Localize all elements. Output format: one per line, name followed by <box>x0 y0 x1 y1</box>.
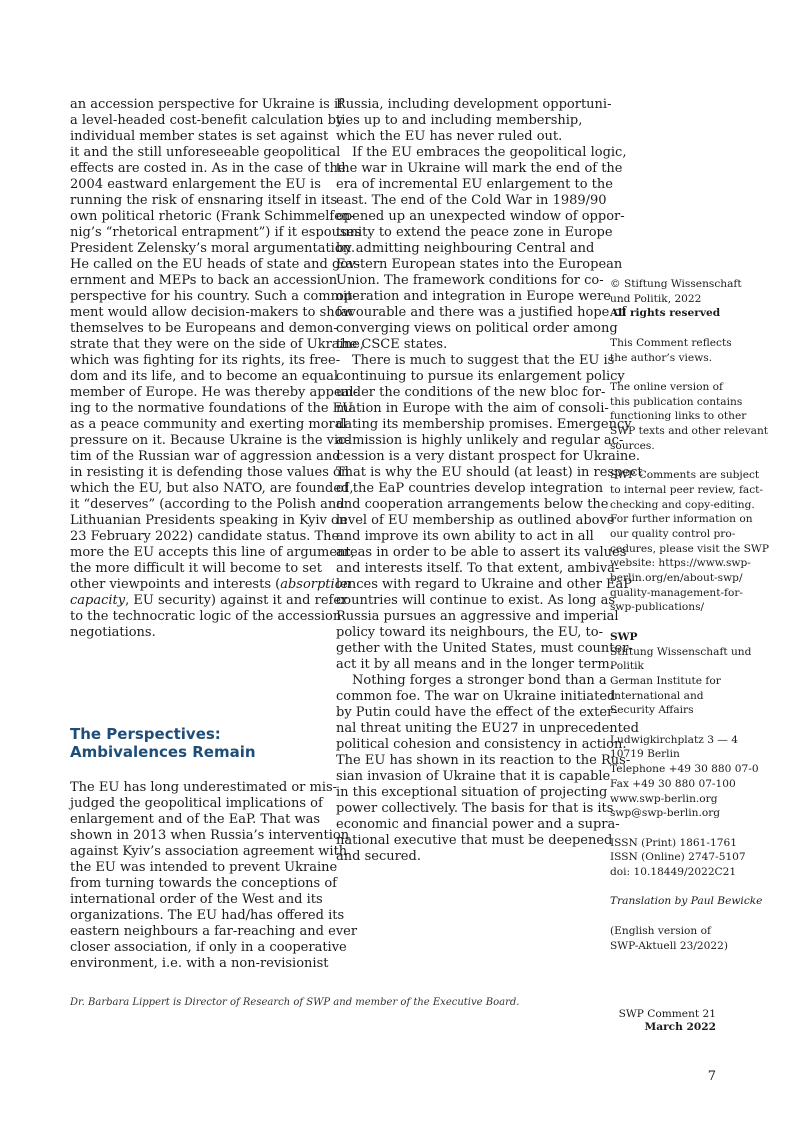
author-footnote: Dr. Barbara Lippert is Director of Research of SWP and member of the Executive Board. <box>70 997 520 1008</box>
text-line: by Putin could have the effect of the exter- <box>336 705 618 720</box>
text-line: by admitting neighbouring Central and <box>336 241 595 256</box>
review-line: our quality control pro- <box>610 527 736 540</box>
text-line: and secured. <box>336 849 421 864</box>
text-line: in resisting it is defending those values on <box>70 465 350 480</box>
text-line: shown in 2013 when Russia’s intervention <box>70 828 350 843</box>
text-line: and cooperation arrangements below the <box>336 497 609 512</box>
text-line: it and the still unforeseeable geopolitical <box>70 145 341 160</box>
views-line: This Comment reflects <box>610 336 732 349</box>
comment-date: March 2022 <box>644 1021 716 1033</box>
text-line: tunity to extend the peace zone in Europe <box>336 225 613 240</box>
online-version-note <box>610 380 770 454</box>
english-line: (English version of <box>610 924 711 937</box>
org-line: Security Affairs <box>610 704 694 717</box>
text-line: it “deserves” (according to the Polish and <box>70 497 345 512</box>
text-line: against Kyiv’s association agreement with <box>70 844 348 859</box>
body-column-left-section <box>70 780 358 972</box>
text-line: gether with the United States, must counter- <box>336 641 633 656</box>
text-line: ties up to and including membership, <box>336 113 583 128</box>
org-line: Politik <box>610 660 644 673</box>
website-link[interactable]: www.swp-berlin.org <box>610 792 718 805</box>
text-line: Union. The framework conditions for co- <box>336 273 604 288</box>
address-line: Ludwigkirchplatz 3 — 4 <box>610 733 739 746</box>
text-line: own political rhetoric (Frank Schimmelfen- <box>70 209 355 224</box>
text-line: environment, i.e. with a non-revisionist <box>70 956 329 971</box>
text-line: He called on the EU heads of state and gov- <box>70 257 360 272</box>
issn-line: ISSN (Print) 1861-1761 <box>610 836 737 849</box>
text-line: sian invasion of Ukraine that it is capable <box>336 769 611 784</box>
text-line: dating its membership promises. Emergency <box>336 417 632 432</box>
text-line: policy toward its neighbours, the EU, to- <box>336 625 603 640</box>
text-line: The EU has shown in its reaction to the Rus- <box>336 753 631 768</box>
text-line: era of incremental EU enlargement to the <box>336 177 613 192</box>
heading-line: The Perspectives: <box>70 725 221 743</box>
org-line: Stiftung Wissenschaft und <box>610 645 752 658</box>
copyright-block <box>610 277 770 306</box>
text-line: lences with regard to Ukraine and other EaP <box>336 577 633 592</box>
issn-line: ISSN (Online) 2747-5107 <box>610 851 746 864</box>
text-line: ment would allow decision-makers to show <box>70 305 354 320</box>
text-line: the CSCE states. <box>336 337 448 352</box>
text-line <box>70 593 348 609</box>
text-line: negotiations. <box>70 625 156 640</box>
text-line: continuing to pursue its enlargement policy <box>336 369 625 384</box>
text-line: opened up an unexpected window of oppor- <box>336 209 625 224</box>
copyright-line: © Stiftung Wissenschaft <box>610 278 742 290</box>
review-line: website: https://www.swp- <box>610 557 751 570</box>
text-line: as a peace community and exerting moral <box>70 417 347 432</box>
review-line: swp-publications/ <box>610 601 705 614</box>
text-line: which was fighting for its rights, its free- <box>70 353 341 368</box>
text-line: from turning towards the conceptions of <box>70 876 337 891</box>
italic-term: absorption <box>280 577 351 592</box>
text-line: tim of the Russian war of aggression and <box>70 449 341 464</box>
org-line: German Institute for <box>610 674 721 687</box>
doi-line: doi: 10.18449/2022C21 <box>610 866 737 879</box>
text-line: of the EaP countries develop integration <box>336 481 604 496</box>
text-line: The EU has long underestimated or mis- <box>70 780 338 795</box>
email-link[interactable]: swp@swp-berlin.org <box>610 807 721 820</box>
address-line: Telephone +49 30 880 07-0 <box>610 763 759 776</box>
online-line: functioning links to other <box>610 410 747 423</box>
text-line: Nothing forges a stronger bond than a <box>352 673 607 688</box>
english-version-note <box>610 924 770 953</box>
text-line: Russia, including development opportuni- <box>336 97 612 112</box>
review-line: berlin.org/en/about-swp/ <box>610 572 743 585</box>
comment-series: SWP Comment 21 <box>618 1008 716 1020</box>
issn-block <box>610 836 770 880</box>
text-line: to the technocratic logic of the accession <box>70 609 342 624</box>
text-line: effects are costed in. As in the case of the <box>70 161 346 176</box>
text-line: nal threat uniting the EU27 in unprecedented <box>336 721 639 736</box>
text-line: more the EU accepts this line of argument, <box>70 545 355 560</box>
text-line: strate that they were on the side of Ukraine, <box>70 337 364 352</box>
text-line: pressure on it. Because Ukraine is the vic- <box>70 433 350 448</box>
section-heading <box>70 725 325 761</box>
text-line: Lithuanian Presidents speaking in Kyiv on <box>70 513 348 528</box>
text-line: power collectively. The basis for that is its <box>336 801 614 816</box>
text-line: nig’s “rhetorical entrapment”) if it espouses <box>70 225 362 240</box>
text-line: closer association, if only in a cooperative <box>70 940 347 955</box>
review-line: For further information on <box>610 513 753 526</box>
text-line: which the EU, but also NATO, are founded, <box>70 481 354 496</box>
review-line: checking and copy-editing. <box>610 498 755 511</box>
address-line: Fax +49 30 880 07-100 <box>610 777 736 790</box>
text-line <box>70 577 351 593</box>
text-line: ing to the normative foundations of the EU <box>70 401 354 416</box>
text-line: organizations. The EU had/has offered its <box>70 908 345 923</box>
text-line: common foe. The war on Ukraine initiated <box>336 689 616 704</box>
org-title: SWP <box>610 630 638 643</box>
text-line: That is why the EU should (at least) in respect <box>336 465 643 480</box>
rights-reserved: All rights reserved <box>610 307 721 320</box>
text-line: perspective for his country. Such a commit- <box>70 289 357 304</box>
text-line: Eastern European states into the European <box>336 257 623 272</box>
translation-credit: Translation by Paul Bewicke <box>610 895 763 908</box>
text-line: 23 February 2022) candidate status. The <box>70 529 340 544</box>
text-line: enlargement and of the EaP. That was <box>70 812 321 827</box>
text-line: an accession perspective for Ukraine is if <box>70 97 343 112</box>
text-line: ernment and MEPs to back an accession <box>70 273 338 288</box>
review-line: SWP Comments are subject <box>610 469 760 482</box>
text-line: dom and its life, and to become an equal <box>70 369 339 384</box>
text-line: level of EU membership as outlined above <box>336 513 615 528</box>
text-line: eastern neighbours a far-reaching and ever <box>70 924 358 939</box>
text-line: admission is highly unlikely and regular ac- <box>336 433 624 448</box>
text-line: and improve its own ability to act in all <box>336 529 594 544</box>
text-line: economic and financial power and a supra- <box>336 817 620 832</box>
copyright-line: und Politik, 2022 <box>610 292 702 305</box>
body-column-left <box>70 97 364 641</box>
text-line: under the conditions of the new bloc for- <box>336 385 606 400</box>
text-line: mation in Europe with the aim of consoli- <box>336 401 609 416</box>
text-line: international order of the West and its <box>70 892 323 907</box>
heading-line: Ambivalences Remain <box>70 743 256 761</box>
org-block <box>610 630 770 718</box>
views-note <box>610 336 770 365</box>
text-line: favourable and there was a justified hope of <box>336 305 627 320</box>
text-line: If the EU embraces the geopolitical logic, <box>352 145 627 160</box>
online-line: this publication contains <box>610 395 743 408</box>
text-line: member of Europe. He was thereby appeal- <box>70 385 358 400</box>
page-number: 7 <box>707 1069 716 1084</box>
text-line: and interests itself. To that extent, ambiva- <box>336 561 620 576</box>
text-line: 2004 eastward enlargement the EU is <box>70 177 321 192</box>
text-line: individual member states is set against <box>70 129 329 144</box>
text-line: converging views on political order among <box>336 321 618 336</box>
text-segment: other viewpoints and interests ( <box>70 577 281 592</box>
online-line: sources. <box>610 439 655 452</box>
text-line: a level-headed cost-benefit calculation by <box>70 113 344 128</box>
english-line: SWP-Aktuell 23/2022) <box>610 939 728 952</box>
address-line: 10719 Berlin <box>610 748 680 761</box>
text-line: President Zelensky’s moral argumentation. <box>70 241 356 256</box>
text-line: which the EU has never ruled out. <box>336 129 563 144</box>
text-line: in this exceptional situation of projecting <box>336 785 608 800</box>
text-line: operation and integration in Europe were <box>336 289 611 304</box>
imprint-sidebar <box>610 277 770 953</box>
peer-review-note <box>610 468 770 615</box>
text-line: the more difficult it will become to set <box>70 561 322 576</box>
text-line: countries will continue to exist. As long as <box>336 593 616 608</box>
text-line: There is much to suggest that the EU is <box>352 353 615 368</box>
text-line: act it by all means and in the longer term. <box>336 657 614 672</box>
text-line: political cohesion and consistency in action. <box>336 737 627 752</box>
text-segment: , EU security) against it and refer <box>125 593 348 608</box>
text-line: the EU was intended to prevent Ukraine <box>70 860 338 875</box>
text-line: themselves to be Europeans and demon- <box>70 321 338 336</box>
review-line: cedures, please visit the SWP <box>610 542 769 555</box>
views-line: the author’s views. <box>610 351 713 364</box>
review-line: to internal peer review, fact- <box>610 483 763 496</box>
online-line: The online version of <box>610 380 723 393</box>
italic-term: capacity <box>70 593 126 608</box>
org-line: International and <box>610 689 704 702</box>
text-line: east. The end of the Cold War in 1989/90 <box>336 193 607 208</box>
online-line: SWP texts and other relevant <box>610 425 769 437</box>
text-line: national executive that must be deepened <box>336 833 613 848</box>
text-line: Russia pursues an aggressive and imperial <box>336 609 619 624</box>
address-block <box>610 733 770 821</box>
text-line: judged the geopolitical implications of <box>70 796 323 811</box>
review-line: quality-management-for- <box>610 586 743 599</box>
text-line: running the risk of ensnaring itself in its <box>70 193 338 208</box>
text-line: cession is a very distant prospect for Ukraine. <box>336 449 641 464</box>
comment-reference <box>619 1008 716 1034</box>
text-line: the war in Ukraine will mark the end of the <box>336 161 623 176</box>
text-line: areas in order to be able to assert its values <box>336 545 627 560</box>
